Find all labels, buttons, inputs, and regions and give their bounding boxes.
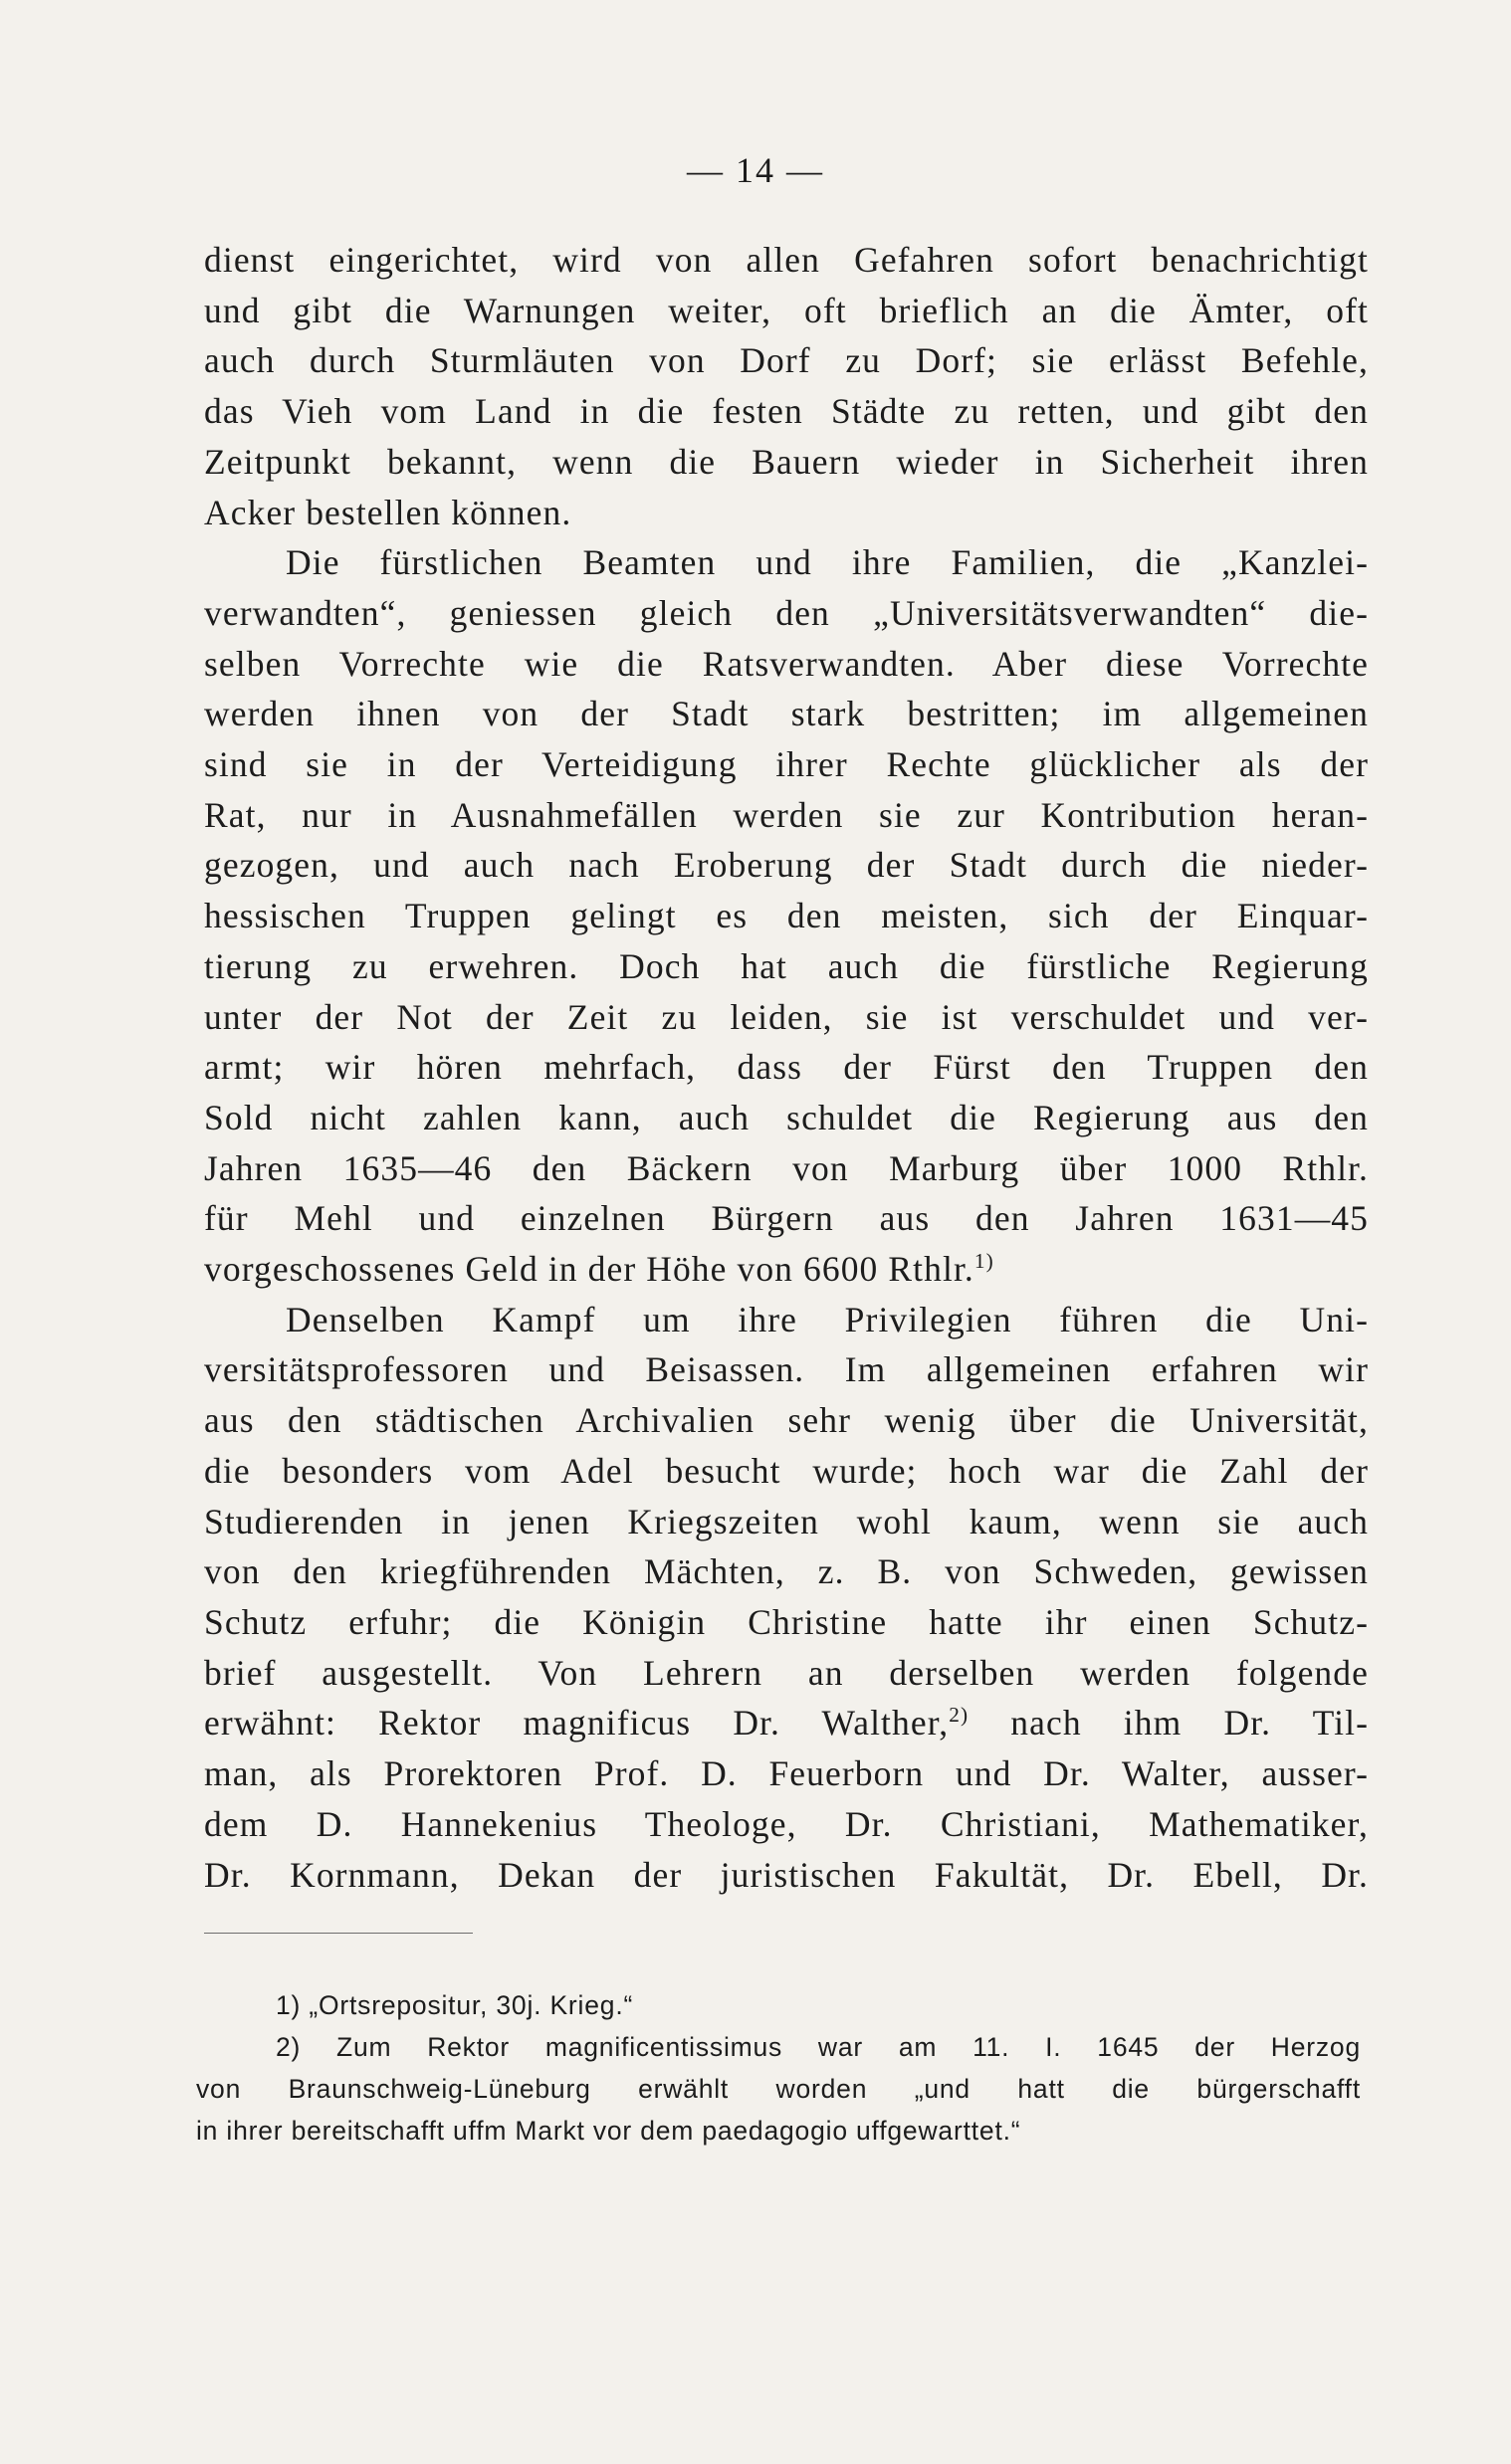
text-line: die besonders vom Adel besucht wurde; hoch war die Zahl der <box>204 1450 1369 1491</box>
text-line: verwandten“, geniessen gleich den „Universitätsverwandten“ die- <box>204 592 1369 633</box>
footnote-ref: 2) <box>949 1703 970 1728</box>
text-line-final <box>204 1850 1369 1901</box>
text-line: Acker bestellen können. <box>204 492 572 532</box>
text-line: und gibt die Warnungen weiter, oft brieflich an die Ämter, oft <box>204 290 1369 330</box>
word: Dr. <box>204 1854 252 1895</box>
word: der <box>633 1854 683 1895</box>
text-line: Studierenden in jenen Kriegszeiten wohl kaum, wenn sie auch <box>204 1501 1369 1541</box>
text-line: Zeitpunkt bekannt, wenn die Bauern wieder in Sicherheit ihren <box>204 441 1369 482</box>
text-line: gezogen, und auch nach Eroberung der Stadt durch die nieder- <box>204 845 1369 886</box>
text-line: Rat, nur in Ausnahmefällen werden sie zur Kontribution heran- <box>204 794 1369 835</box>
text-line: dienst eingerichtet, wird von allen Gefahren sofort benachrichtigt <box>204 240 1369 280</box>
text-line: Die fürstlichen Beamten und ihre Familien, die „Kanzlei- <box>286 542 1369 583</box>
text-line: brief ausgestellt. Von Lehrern an derselben werden folgende <box>204 1652 1369 1693</box>
text-line: von den kriegführenden Mächten, z. B. von Schweden, gewissen <box>204 1551 1369 1592</box>
text-line: das Vieh vom Land in die festen Städte zu retten, und gibt den <box>204 391 1369 432</box>
text-line: versitätsprofessoren und Beisassen. Im allgemeinen erfahren wir <box>204 1349 1369 1390</box>
text-line <box>204 1244 1369 1295</box>
text-line-content: vorgeschossenes Geld in der Höhe von 6600 Rthlr. <box>204 1249 974 1290</box>
text-line: werden ihnen von der Stadt stark bestritten; im allgemeinen <box>204 694 1369 734</box>
footnote-ref: 1) <box>973 1249 994 1274</box>
text-line <box>204 1698 1369 1748</box>
text-line: tierung zu erwehren. Doch hat auch die fürstliche Regierung <box>204 945 1369 986</box>
footnote-divider <box>204 1933 473 1934</box>
footnote-line: 2) Zum Rektor magnificentissimus war am 11. I. 1645 der Herzog <box>276 2032 1361 2062</box>
text-line: auch durch Sturmläuten von Dorf zu Dorf; sie erlässt Befehle, <box>204 340 1369 381</box>
footnotes <box>196 1984 1361 2152</box>
footnote-line: 1) „Ortsrepositur, 30j. Krieg.“ <box>276 1990 634 2020</box>
text-line-content: nach ihm Dr. Til- <box>969 1703 1369 1744</box>
word: Fakultät, <box>934 1854 1070 1895</box>
text-line-content: erwähnt: Rektor magnificus Dr. Walther, <box>204 1703 950 1744</box>
text-line: dem D. Hannekenius Theologe, Dr. Christiani, Mathematiker, <box>204 1803 1369 1844</box>
text-line: man, als Prorektoren Prof. D. Feuerborn und Dr. Walter, ausser- <box>204 1753 1369 1794</box>
word: Ebell, <box>1192 1854 1283 1895</box>
word: juristischen <box>720 1854 897 1895</box>
text-line: für Mehl und einzelnen Bürgern aus den Jahren 1631—45 <box>204 1198 1369 1239</box>
main-text <box>204 235 1369 1900</box>
text-line: Schutz erfuhr; die Königin Christine hatte ihr einen Schutz- <box>204 1601 1369 1642</box>
text-line: selben Vorrechte wie die Ratsverwandten. Aber diese Vorrechte <box>204 643 1369 684</box>
text-line: unter der Not der Zeit zu leiden, sie ist verschuldet und ver- <box>204 996 1369 1037</box>
word: Kornmann, <box>290 1854 460 1895</box>
text-line: Denselben Kampf um ihre Privilegien führen die Uni- <box>286 1299 1369 1339</box>
text-line: Sold nicht zahlen kann, auch schuldet die Regierung aus den <box>204 1097 1369 1137</box>
text-line: armt; wir hören mehrfach, dass der Fürst den Truppen den <box>204 1047 1369 1088</box>
text-line: Jahren 1635—46 den Bäckern von Marburg über 1000 Rthlr. <box>204 1147 1369 1188</box>
page-number: — 14 — <box>687 150 824 190</box>
footnote-line: von Braunschweig-Lüneburg erwählt worden „und hatt die bürgerschafft <box>196 2074 1361 2104</box>
word: Dr. <box>1107 1854 1156 1895</box>
word: Dr. <box>1321 1854 1369 1895</box>
text-line: hessischen Truppen gelingt es den meisten, sich der Einquar- <box>204 896 1369 936</box>
text-line: sind sie in der Verteidigung ihrer Rechte glücklicher als der <box>204 744 1369 785</box>
text-line: aus den städtischen Archivalien sehr wenig über die Universität, <box>204 1400 1369 1441</box>
word: Dekan <box>498 1854 596 1895</box>
footnote-line: in ihrer bereitschafft uffm Markt vor dem paedagogio uffgewarttet.“ <box>196 2116 1021 2146</box>
